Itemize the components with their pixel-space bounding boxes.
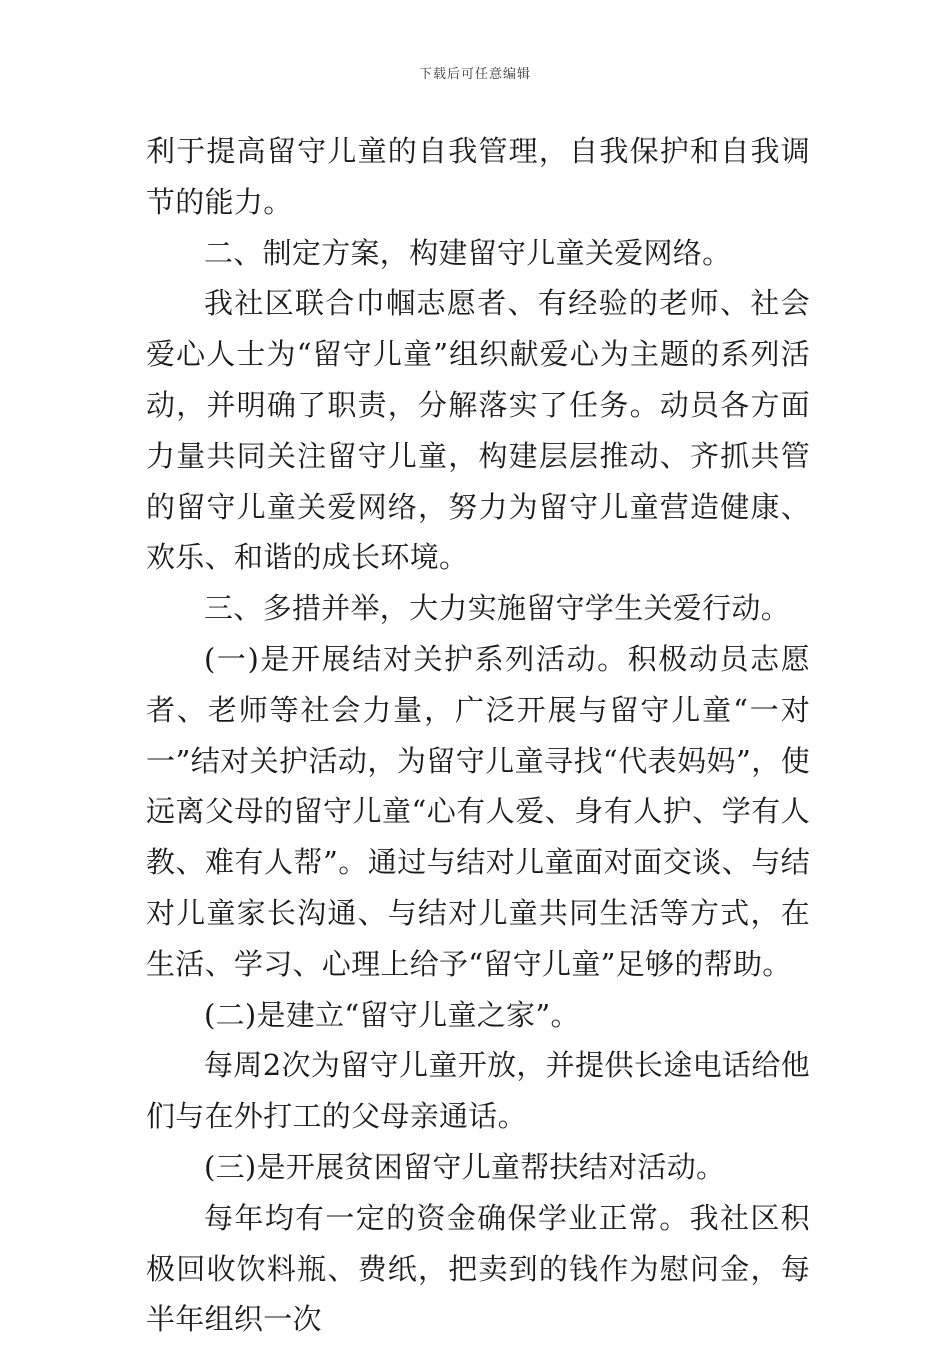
paragraph-item-1: (一)是开展结对关护系列活动。积极动员志愿者、老师等社会力量，广泛开展与留守儿童“一对一”结对关护活动，为留守儿童寻找“代表妈妈”，使远离父母的留守儿童“心有人爱、身有人护、学有人教、难有人帮”。通过与结对儿童面对面交谈、与结对儿童家长沟通、与结对儿童共同生活等方式，在生活、学习、心理上给予“留守儿童”足够的帮助。 — [146, 641, 810, 981]
paragraph-care-network: 我社区联合巾帼志愿者、有经验的老师、社会爱心人士为“留守儿童”组织献爱心为主题的系列活动，并明确了职责，分解落实了任务。动员各方面力量共同关注留守儿童，构建层层推动、齐抓共管的留守儿童关爱网络，努力为留守儿童营造健康、欢乐、和谐的成长环境。 — [146, 286, 810, 575]
paragraph-continuation: 利于提高留守儿童的自我管理，自我保护和自我调节的能力。 — [146, 134, 810, 219]
page-header: 下载后可任意编辑 — [418, 67, 531, 82]
paragraph-item-2-heading: (二)是建立“留守儿童之家”。 — [204, 997, 580, 1032]
paragraph-item-2-body: 每周2次为留守儿童开放，并提供长途电话给他们与在外打工的父母亲通话。 — [146, 1048, 810, 1134]
document-body — [146, 126, 810, 1345]
section-heading-2: 二、制定方案，构建留守儿童关爱网络。 — [204, 235, 732, 270]
paragraph-item-3-body: 每年均有一定的资金确保学业正常。我社区积极回收饮料瓶、费纸，把卖到的钱作为慰问金，每半年组织一次 — [146, 1200, 810, 1337]
section-heading-3: 三、多措并举，大力实施留守学生关爱行动。 — [204, 591, 791, 626]
paragraph-item-3-heading: (三)是开展贫困留守儿童帮扶结对活动。 — [204, 1149, 726, 1184]
